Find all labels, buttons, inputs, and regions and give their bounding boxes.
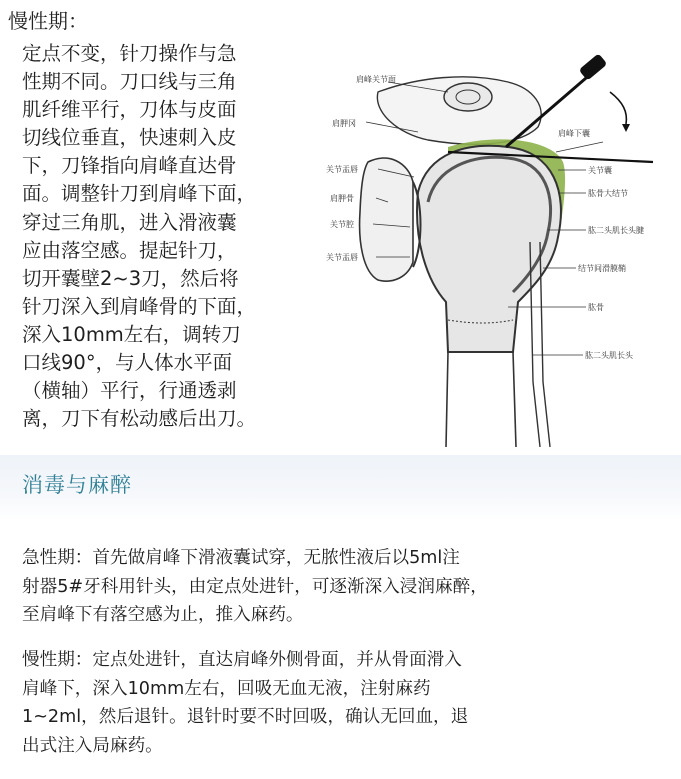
text-line: 至肩峰下有落空感为止，推入麻药。 (22, 605, 304, 625)
label-subacromial-bursa: 肩峰下囊 (558, 129, 590, 138)
text-line: 切线位垂直，快速刺入皮 (22, 126, 237, 150)
scapula (360, 158, 413, 281)
humerus-shaft (446, 352, 516, 447)
label-intertubercular-sheath: 结节间滑膜鞘 (578, 264, 626, 273)
acute-anesthesia-paragraph (22, 544, 672, 630)
section-title: 消毒与麻醉 (22, 473, 132, 497)
label-scapula: 肩胛骨 (330, 194, 354, 203)
text-line: 深入10mm左右，调转刀 (22, 322, 241, 346)
text-line: 1~2ml，然后退针。退针时要不时回吸，确认无回血，退 (22, 707, 469, 727)
text-line: 慢性期：定点处进针，直达肩峰外侧骨面，并从骨面滑入 (22, 650, 462, 670)
label-joint-cavity: 关节腔 (330, 220, 354, 229)
text-line: （横轴）平行，行通透剥 (22, 379, 237, 403)
label-greater-tubercle: 肱骨大结节 (588, 189, 628, 198)
clavicle-end (444, 83, 492, 111)
text-line: 面。调整针刀到肩峰下面， (22, 182, 257, 206)
label-joint-capsule: 关节囊 (588, 166, 612, 175)
label-humerus: 肱骨 (588, 303, 604, 312)
label-biceps-long-head: 肱二头肌长头 (585, 351, 633, 360)
text-line: 射器5#牙科用针头，由定点处进针，可逐渐深入浸润麻醉， (22, 576, 488, 597)
text-line: 出式注入局麻药。 (22, 735, 163, 756)
text-line: 应由落空感。提起针刀， (22, 238, 237, 262)
shoulder-anatomy-figure (318, 52, 674, 447)
text-line: 肩峰下，深入10mm左右，回吸无血无液，注射麻药 (22, 678, 431, 699)
label-scapular-spine: 肩胛冈 (332, 119, 356, 128)
text-line: 急性期：首先做肩峰下滑液囊试穿，无脓性液后以5ml注 (22, 548, 460, 568)
text-line: 性期不同。刀口线与三角 (22, 70, 237, 94)
label-biceps-tendon: 肱二头肌长头腱 (588, 226, 644, 235)
text-line: 定点不变，针刀操作与急 (22, 42, 237, 65)
humerus-head (417, 146, 561, 352)
text-line: 下，刀锋指向肩峰直达骨 (22, 154, 237, 178)
label-labrum-top: 关节盂唇 (326, 165, 358, 174)
chronic-anesthesia-paragraph (22, 646, 672, 760)
text-line: 离，刀下有松动感后出刀。 (22, 407, 257, 431)
text-line: 口线90°，与人体水平面 (22, 351, 233, 375)
chronic-procedure-text (22, 40, 310, 433)
text-line: 切开囊壁2~3刀，然后将 (22, 266, 239, 290)
label-acromion-articular-surface: 肩峰关节面 (356, 75, 396, 84)
label-labrum-bottom: 关节盂唇 (326, 253, 358, 262)
text-line: 针刀深入到肩峰骨的下面， (22, 294, 257, 318)
text-line: 肌纤维平行，刀体与皮面 (22, 98, 237, 122)
chronic-heading: 慢性期： (8, 9, 88, 33)
text-line: 穿过三角肌，进入滑液囊 (22, 210, 237, 234)
